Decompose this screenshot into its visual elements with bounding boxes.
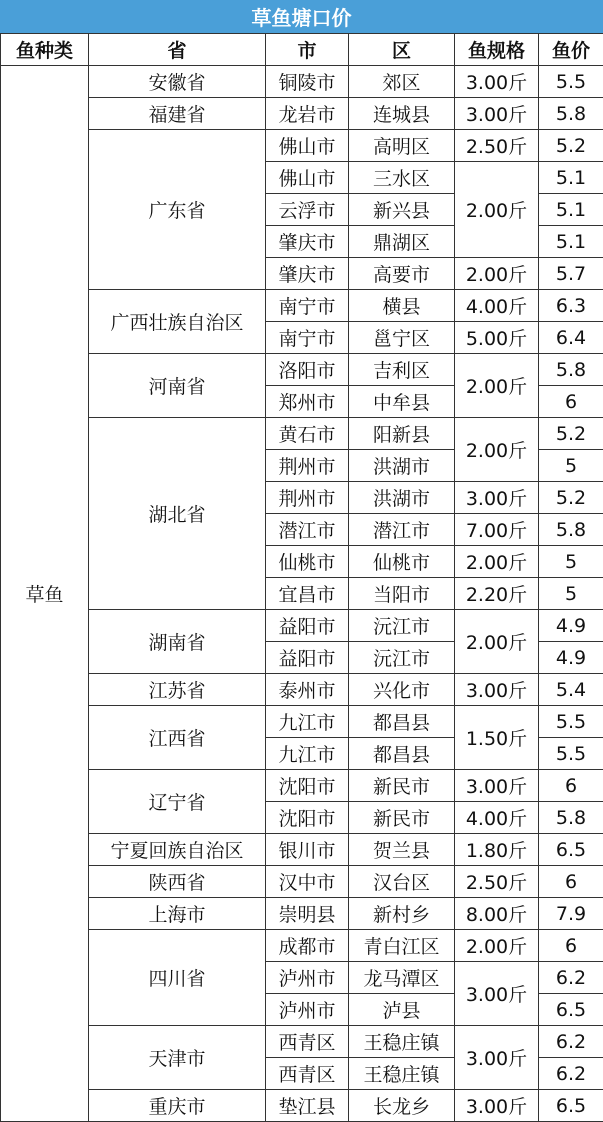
spec-cell: 2.00斤 bbox=[455, 354, 539, 418]
price-cell: 7.9 bbox=[539, 898, 603, 930]
district-cell: 王稳庄镇 bbox=[349, 1026, 455, 1058]
city-cell: 泸州市 bbox=[266, 962, 349, 994]
city-cell: 崇明县 bbox=[266, 898, 349, 930]
district-cell: 当阳市 bbox=[349, 578, 455, 610]
district-cell: 贺兰县 bbox=[349, 834, 455, 866]
city-cell: 仙桃市 bbox=[266, 546, 349, 578]
price-cell: 6 bbox=[539, 386, 603, 418]
district-cell: 新村乡 bbox=[349, 898, 455, 930]
city-cell: 郑州市 bbox=[266, 386, 349, 418]
district-cell: 泸县 bbox=[349, 994, 455, 1026]
city-cell: 荆州市 bbox=[266, 450, 349, 482]
spec-cell: 5.00斤 bbox=[455, 322, 539, 354]
price-cell: 5 bbox=[539, 546, 603, 578]
spec-cell: 3.00斤 bbox=[455, 770, 539, 802]
price-cell: 5.1 bbox=[539, 226, 603, 258]
price-cell: 5.2 bbox=[539, 418, 603, 450]
city-cell: 宜昌市 bbox=[266, 578, 349, 610]
district-cell: 郊区 bbox=[349, 66, 455, 98]
city-cell: 九江市 bbox=[266, 738, 349, 770]
spec-cell: 2.00斤 bbox=[455, 610, 539, 674]
price-cell: 5.8 bbox=[539, 802, 603, 834]
city-cell: 南宁市 bbox=[266, 290, 349, 322]
district-cell: 新民市 bbox=[349, 770, 455, 802]
table-row bbox=[1, 674, 603, 706]
price-cell: 5.1 bbox=[539, 194, 603, 226]
price-cell: 5.4 bbox=[539, 674, 603, 706]
city-cell: 荆州市 bbox=[266, 482, 349, 514]
price-cell: 5.2 bbox=[539, 130, 603, 162]
district-cell: 沅江市 bbox=[349, 610, 455, 642]
price-cell: 6 bbox=[539, 930, 603, 962]
district-cell: 汉台区 bbox=[349, 866, 455, 898]
price-cell: 4.9 bbox=[539, 610, 603, 642]
province-cell: 辽宁省 bbox=[89, 770, 266, 834]
province-cell: 四川省 bbox=[89, 930, 266, 1026]
city-cell: 佛山市 bbox=[266, 130, 349, 162]
district-cell: 龙马潭区 bbox=[349, 962, 455, 994]
price-cell: 6 bbox=[539, 866, 603, 898]
district-cell: 横县 bbox=[349, 290, 455, 322]
table-row bbox=[1, 290, 603, 322]
province-cell: 上海市 bbox=[89, 898, 266, 930]
district-cell: 洪湖市 bbox=[349, 482, 455, 514]
city-cell: 龙岩市 bbox=[266, 98, 349, 130]
price-cell: 6.2 bbox=[539, 1058, 603, 1090]
district-cell: 潜江市 bbox=[349, 514, 455, 546]
district-cell: 都昌县 bbox=[349, 738, 455, 770]
spec-cell: 4.00斤 bbox=[455, 802, 539, 834]
spec-cell: 2.50斤 bbox=[455, 130, 539, 162]
spec-cell: 2.00斤 bbox=[455, 930, 539, 962]
header-district: 区 bbox=[349, 34, 455, 66]
district-cell: 沅江市 bbox=[349, 642, 455, 674]
city-cell: 黄石市 bbox=[266, 418, 349, 450]
price-cell: 5.5 bbox=[539, 66, 603, 98]
city-cell: 南宁市 bbox=[266, 322, 349, 354]
spec-cell: 4.00斤 bbox=[455, 290, 539, 322]
province-cell: 宁夏回族自治区 bbox=[89, 834, 266, 866]
spec-cell: 1.50斤 bbox=[455, 706, 539, 770]
province-cell: 湖北省 bbox=[89, 418, 266, 610]
price-cell: 6.5 bbox=[539, 834, 603, 866]
price-cell: 6.4 bbox=[539, 322, 603, 354]
price-cell: 5 bbox=[539, 450, 603, 482]
district-cell: 阳新县 bbox=[349, 418, 455, 450]
district-cell: 高要市 bbox=[349, 258, 455, 290]
city-cell: 九江市 bbox=[266, 706, 349, 738]
province-cell: 江西省 bbox=[89, 706, 266, 770]
city-cell: 肇庆市 bbox=[266, 258, 349, 290]
city-cell: 佛山市 bbox=[266, 162, 349, 194]
table-row bbox=[1, 418, 603, 450]
spec-cell: 3.00斤 bbox=[455, 66, 539, 98]
price-cell: 6.5 bbox=[539, 1090, 603, 1122]
spec-cell: 2.50斤 bbox=[455, 866, 539, 898]
table-row bbox=[1, 130, 603, 162]
header-spec: 鱼规格 bbox=[455, 34, 539, 66]
spec-cell: 1.80斤 bbox=[455, 834, 539, 866]
table-row bbox=[1, 930, 603, 962]
spec-cell: 3.00斤 bbox=[455, 98, 539, 130]
table-row bbox=[1, 610, 603, 642]
price-cell: 6.3 bbox=[539, 290, 603, 322]
district-cell: 都昌县 bbox=[349, 706, 455, 738]
province-cell: 湖南省 bbox=[89, 610, 266, 674]
city-cell: 肇庆市 bbox=[266, 226, 349, 258]
spec-cell: 7.00斤 bbox=[455, 514, 539, 546]
spec-cell: 3.00斤 bbox=[455, 1090, 539, 1122]
province-cell: 陕西省 bbox=[89, 866, 266, 898]
price-cell: 4.9 bbox=[539, 642, 603, 674]
province-cell: 福建省 bbox=[89, 98, 266, 130]
spec-cell: 2.00斤 bbox=[455, 162, 539, 258]
price-table bbox=[0, 33, 603, 1122]
city-cell: 益阳市 bbox=[266, 642, 349, 674]
price-cell: 5.5 bbox=[539, 738, 603, 770]
table-body bbox=[1, 66, 603, 1122]
spec-cell: 2.00斤 bbox=[455, 418, 539, 482]
city-cell: 沈阳市 bbox=[266, 802, 349, 834]
city-cell: 沈阳市 bbox=[266, 770, 349, 802]
province-cell: 天津市 bbox=[89, 1026, 266, 1090]
province-cell: 安徽省 bbox=[89, 66, 266, 98]
spec-cell: 2.20斤 bbox=[455, 578, 539, 610]
spec-cell: 3.00斤 bbox=[455, 674, 539, 706]
district-cell: 中牟县 bbox=[349, 386, 455, 418]
province-cell: 广西壮族自治区 bbox=[89, 290, 266, 354]
district-cell: 邕宁区 bbox=[349, 322, 455, 354]
spec-cell: 8.00斤 bbox=[455, 898, 539, 930]
district-cell: 鼎湖区 bbox=[349, 226, 455, 258]
district-cell: 连城县 bbox=[349, 98, 455, 130]
header-row bbox=[1, 34, 603, 66]
price-cell: 6.2 bbox=[539, 962, 603, 994]
price-cell: 5.8 bbox=[539, 98, 603, 130]
price-cell: 5.1 bbox=[539, 162, 603, 194]
price-cell: 5 bbox=[539, 578, 603, 610]
city-cell: 泰州市 bbox=[266, 674, 349, 706]
price-cell: 5.7 bbox=[539, 258, 603, 290]
table-row bbox=[1, 354, 603, 386]
city-cell: 汉中市 bbox=[266, 866, 349, 898]
province-cell: 河南省 bbox=[89, 354, 266, 418]
city-cell: 泸州市 bbox=[266, 994, 349, 1026]
city-cell: 垫江县 bbox=[266, 1090, 349, 1122]
price-cell: 5.2 bbox=[539, 482, 603, 514]
price-cell: 6 bbox=[539, 770, 603, 802]
district-cell: 高明区 bbox=[349, 130, 455, 162]
district-cell: 新民市 bbox=[349, 802, 455, 834]
city-cell: 益阳市 bbox=[266, 610, 349, 642]
district-cell: 洪湖市 bbox=[349, 450, 455, 482]
price-cell: 6.2 bbox=[539, 1026, 603, 1058]
header-price: 鱼价 bbox=[539, 34, 603, 66]
table-row bbox=[1, 1090, 603, 1122]
spec-cell: 3.00斤 bbox=[455, 482, 539, 514]
table-row bbox=[1, 770, 603, 802]
city-cell: 成都市 bbox=[266, 930, 349, 962]
header-fish-type: 鱼种类 bbox=[1, 34, 89, 66]
table-row bbox=[1, 706, 603, 738]
table-row bbox=[1, 898, 603, 930]
city-cell: 铜陵市 bbox=[266, 66, 349, 98]
province-cell: 重庆市 bbox=[89, 1090, 266, 1122]
province-cell: 江苏省 bbox=[89, 674, 266, 706]
table-row bbox=[1, 1026, 603, 1058]
city-cell: 潜江市 bbox=[266, 514, 349, 546]
header-city: 市 bbox=[266, 34, 349, 66]
spec-cell: 2.00斤 bbox=[455, 546, 539, 578]
city-cell: 洛阳市 bbox=[266, 354, 349, 386]
sheet-title: 草鱼塘口价 bbox=[0, 0, 603, 33]
district-cell: 王稳庄镇 bbox=[349, 1058, 455, 1090]
district-cell: 仙桃市 bbox=[349, 546, 455, 578]
table-row bbox=[1, 834, 603, 866]
spec-cell: 3.00斤 bbox=[455, 962, 539, 1026]
header-province: 省 bbox=[89, 34, 266, 66]
district-cell: 新兴县 bbox=[349, 194, 455, 226]
spec-cell: 2.00斤 bbox=[455, 258, 539, 290]
spec-cell: 3.00斤 bbox=[455, 1026, 539, 1090]
city-cell: 西青区 bbox=[266, 1058, 349, 1090]
city-cell: 银川市 bbox=[266, 834, 349, 866]
district-cell: 青白江区 bbox=[349, 930, 455, 962]
price-cell: 5.8 bbox=[539, 354, 603, 386]
district-cell: 三水区 bbox=[349, 162, 455, 194]
table-row bbox=[1, 98, 603, 130]
district-cell: 吉利区 bbox=[349, 354, 455, 386]
fish-type-cell: 草鱼 bbox=[1, 66, 89, 1122]
city-cell: 云浮市 bbox=[266, 194, 349, 226]
price-cell: 5.5 bbox=[539, 706, 603, 738]
city-cell: 西青区 bbox=[266, 1026, 349, 1058]
price-cell: 5.8 bbox=[539, 514, 603, 546]
price-cell: 6.5 bbox=[539, 994, 603, 1026]
district-cell: 长龙乡 bbox=[349, 1090, 455, 1122]
province-cell: 广东省 bbox=[89, 130, 266, 290]
district-cell: 兴化市 bbox=[349, 674, 455, 706]
table-row bbox=[1, 866, 603, 898]
table-row bbox=[1, 66, 603, 98]
